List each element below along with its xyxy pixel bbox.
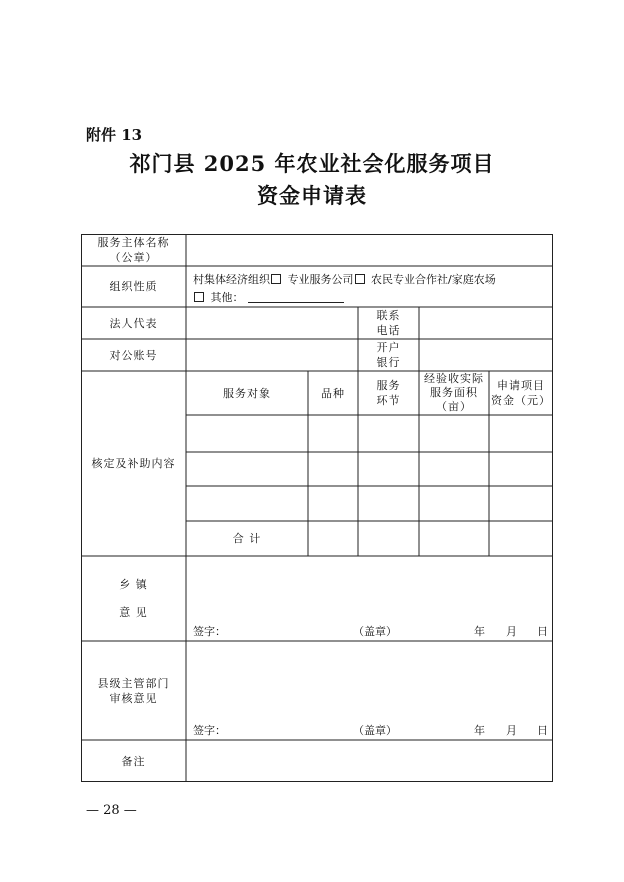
subsidy-content-label: 核定及补助内容: [91, 457, 176, 470]
legal-rep-label: 法人代表: [109, 316, 158, 330]
county-review-label: 县级主管部门 审核意见: [97, 676, 170, 705]
county-day-label: 日: [537, 724, 548, 737]
col-project-funds: 申请项目 资金（元）: [491, 379, 551, 407]
township-sign-label: 签字：: [193, 625, 226, 638]
other-blank-field[interactable]: [248, 292, 344, 303]
township-day-label: 日: [537, 625, 548, 638]
org-type-label: 组织性质: [109, 280, 158, 293]
township-year-label: 年: [474, 625, 485, 638]
form-title: 祁门县 2025 年农业社会化服务项目: [129, 151, 495, 176]
checkbox-other[interactable]: [194, 292, 204, 302]
page-number: — 28 —: [86, 803, 137, 818]
col-service-area: 经验收实际 服务面积 （亩）: [424, 372, 484, 413]
org-type-options-row2: 其他：: [193, 289, 344, 305]
county-sign-label: 签字：: [193, 724, 226, 737]
county-month-label: 月: [506, 724, 517, 737]
org-type-options-row1: 村集体经济组织 专业服务公司 农民专业合作社/家庭农场: [193, 273, 496, 286]
township-month-label: 月: [506, 625, 517, 638]
attachment-label: 附件 13: [86, 126, 143, 144]
col-service-stage: 服务 环节: [376, 379, 401, 407]
county-year-label: 年: [474, 724, 485, 737]
county-seal-label: （盖章）: [353, 724, 397, 737]
application-form-table: [81, 234, 553, 782]
remark-label: 备注: [121, 754, 146, 768]
col-service-object: 服务对象: [223, 386, 271, 400]
checkbox-village-collective[interactable]: [271, 274, 281, 284]
township-seal-label: （盖章）: [353, 625, 397, 638]
checkbox-service-company[interactable]: [355, 274, 365, 284]
applicant-name-label: 服务主体名称 （公章）: [97, 236, 170, 264]
col-variety: 品种: [321, 386, 345, 400]
bank-label: 开户 银行: [376, 341, 401, 369]
total-label: 合 计: [232, 532, 262, 545]
township-opinion-label: 乡 镇 意 见: [119, 577, 148, 619]
form-subtitle: 资金申请表: [257, 183, 367, 208]
corporate-account-label: 对公账号: [109, 348, 158, 362]
contact-phone-label: 联系 电话: [376, 309, 401, 337]
